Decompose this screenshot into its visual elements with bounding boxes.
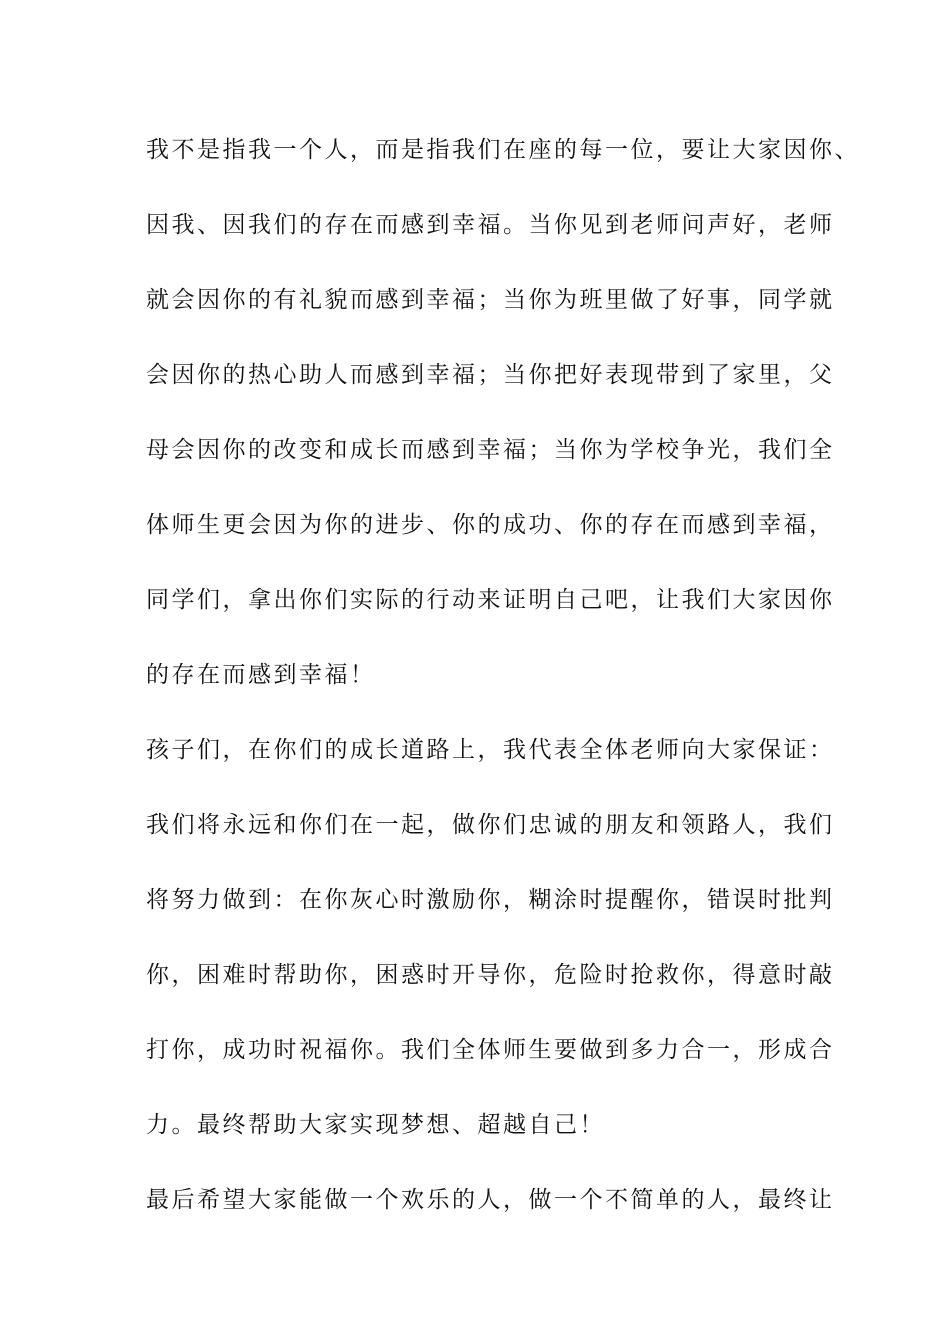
text-line: 就会因你的有礼貌而感到幸福；当你为班里做了好事，同学就 <box>146 287 835 313</box>
text-line: 体师生更会因为你的进步、你的成功、你的存在而感到幸福， <box>146 512 835 538</box>
text-line: 会因你的热心助人而感到幸福；当你把好表现带到了家里，父 <box>146 362 835 388</box>
text-line: 力。最终帮助大家实现梦想、超越自己！ <box>146 1112 605 1138</box>
text-line: 将努力做到：在你灰心时激励你，糊涂时提醒你，错误时批判 <box>146 887 835 913</box>
text-line: 的存在而感到幸福！ <box>146 662 376 688</box>
text-line: 因我、因我们的存在而感到幸福。当你见到老师问声好，老师 <box>146 212 835 238</box>
text-line: 最后希望大家能做一个欢乐的人，做一个不简单的人，最终让 <box>146 1187 835 1213</box>
text-line: 母会因你的改变和成长而感到幸福；当你为学校争光，我们全 <box>146 437 835 463</box>
text-line: 同学们，拿出你们实际的行动来证明自己吧，让我们大家因你 <box>146 587 835 613</box>
text-line: 你，困难时帮助你，困惑时开导你，危险时抢救你，得意时敲 <box>146 962 835 988</box>
text-line: 孩子们，在你们的成长道路上，我代表全体老师向大家保证： <box>146 737 835 763</box>
text-line: 我不是指我一个人，而是指我们在座的每一位，要让大家因你、 <box>146 137 860 163</box>
text-line: 打你，成功时祝福你。我们全体师生要做到多力合一，形成合 <box>146 1037 835 1063</box>
text-line: 我们将永远和你们在一起，做你们忠诚的朋友和领路人，我们 <box>146 812 835 838</box>
